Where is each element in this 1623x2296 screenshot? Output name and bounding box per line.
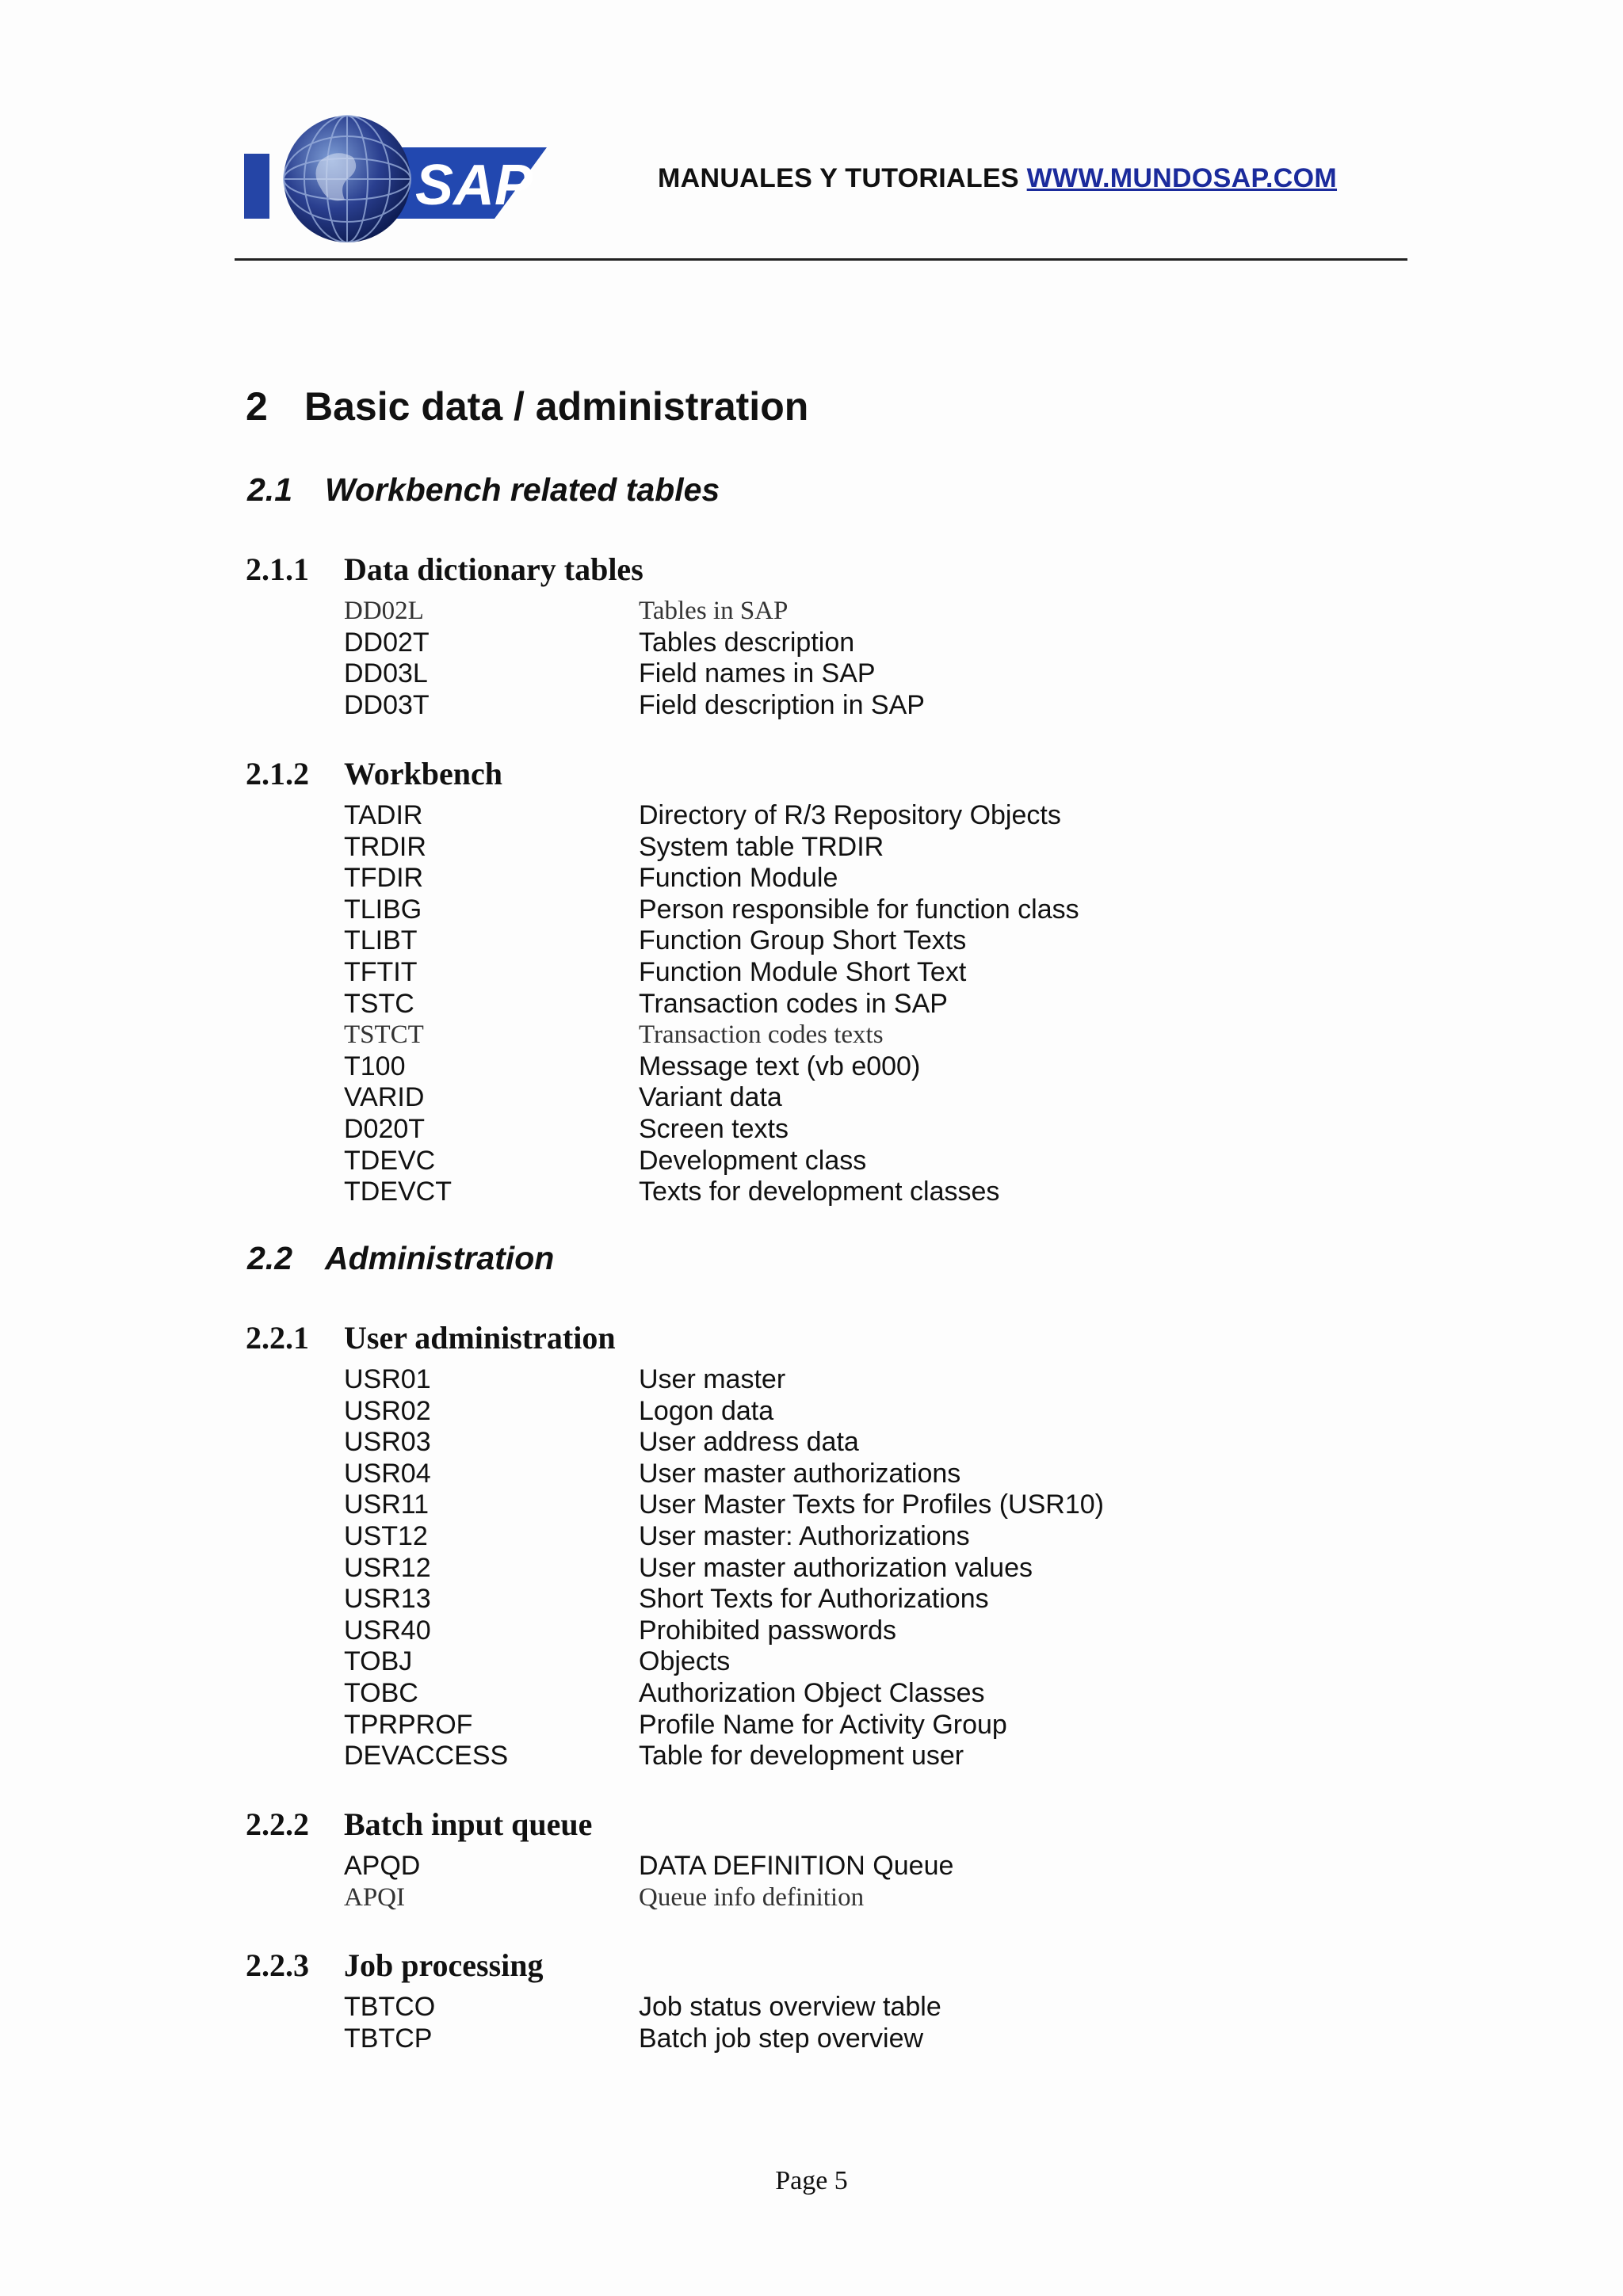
table-code: USR12 <box>344 1552 431 1583</box>
table-description: Job status overview table <box>639 1992 941 2022</box>
table-code: USR13 <box>344 1584 431 1615</box>
table-code: TPRPROF <box>344 1709 473 1740</box>
table-description: Prohibited passwords <box>639 1615 897 1646</box>
table-description: Queue info definition <box>639 1882 865 1912</box>
table-code: VARID <box>344 1082 425 1113</box>
table-description: User master: Authorizations <box>639 1520 970 1551</box>
table-description: Field names in SAP <box>639 658 876 689</box>
table-code: TFDIR <box>344 863 424 894</box>
table-code: DD03T <box>344 689 430 720</box>
subsection-title: Workbench <box>344 756 503 791</box>
section-heading <box>247 471 720 509</box>
subsection-heading <box>246 1319 616 1356</box>
table-code: TBTCO <box>344 1992 436 2022</box>
table-description: Table for development user <box>639 1741 964 1772</box>
table-description: User address data <box>639 1427 859 1458</box>
table-code: TOBJ <box>344 1646 413 1677</box>
subsection-heading <box>246 1806 592 1843</box>
table-code: TLIBT <box>344 925 418 956</box>
table-description: Logon data <box>639 1395 774 1426</box>
table-code: USR11 <box>344 1489 430 1520</box>
table-description: Tables in SAP <box>639 597 789 625</box>
table-code: DD03L <box>344 658 428 689</box>
subsection-number: 2.2.1 <box>246 1320 309 1356</box>
table-description: Directory of R/3 Repository Objects <box>639 800 1061 830</box>
section-heading <box>247 1240 554 1277</box>
table-description: User master authorizations <box>639 1458 961 1489</box>
table-code: TDEVC <box>344 1145 436 1176</box>
table-code: USR01 <box>344 1364 431 1394</box>
table-code: T100 <box>344 1051 406 1081</box>
table-description: DATA DEFINITION Queue <box>639 1851 954 1881</box>
table-code: APQI <box>344 1882 406 1912</box>
header-title-prefix: MANUALES Y TUTORIALES <box>658 163 1019 193</box>
table-code: USR40 <box>344 1615 431 1646</box>
table-description: Function Module Short Text <box>639 956 967 987</box>
table-code: APQD <box>344 1851 421 1881</box>
table-description: Screen texts <box>639 1113 789 1144</box>
table-description: Batch job step overview <box>639 2023 924 2054</box>
table-description: Person responsible for function class <box>639 894 1079 925</box>
table-code: UST12 <box>344 1520 428 1551</box>
table-description: Transaction codes texts <box>639 1020 884 1050</box>
section-number: 2.2 <box>247 1240 292 1276</box>
header-title <box>658 163 1337 194</box>
table-code: D020T <box>344 1113 426 1144</box>
section-title: Workbench related tables <box>325 471 720 508</box>
sap-globe-logo <box>244 106 547 242</box>
subsection-heading <box>246 1947 544 1984</box>
subsection-number: 2.2.2 <box>246 1806 309 1842</box>
table-code: TSTCT <box>344 1020 424 1050</box>
table-description: Field description in SAP <box>639 689 925 720</box>
subsection-number: 2.1.1 <box>246 551 309 587</box>
table-description: Variant data <box>639 1082 782 1113</box>
subsection-title: User administration <box>344 1320 616 1356</box>
table-description: Development class <box>639 1145 867 1176</box>
table-code: TLIBG <box>344 894 422 925</box>
table-description: Function Group Short Texts <box>639 925 967 956</box>
chapter-number: 2 <box>246 384 268 429</box>
table-code: TBTCP <box>344 2023 433 2054</box>
subsection-heading <box>246 551 643 588</box>
table-code: TADIR <box>344 800 423 830</box>
website-link[interactable]: WWW.MUNDOSAP.COM <box>1026 163 1338 193</box>
table-code: TSTC <box>344 988 414 1019</box>
subsection-title: Job processing <box>344 1947 544 1983</box>
table-description: Objects <box>639 1646 731 1677</box>
table-code: DEVACCESS <box>344 1741 509 1772</box>
subsection-title: Data dictionary tables <box>344 551 643 587</box>
table-description: User master <box>639 1364 786 1394</box>
page-number: Page 5 <box>775 2166 848 2195</box>
table-code: USR04 <box>344 1458 431 1489</box>
table-description: Function Module <box>639 863 838 894</box>
logo-text: SAP <box>415 154 533 217</box>
table-code: TRDIR <box>344 831 426 862</box>
section-title: Administration <box>325 1240 555 1276</box>
chapter-title: Basic data / administration <box>304 384 809 429</box>
table-description: User master authorization values <box>639 1552 1033 1583</box>
table-description: Message text (vb e000) <box>639 1051 921 1081</box>
table-description: System table TRDIR <box>639 831 884 862</box>
table-description: User Master Texts for Profiles (USR10) <box>639 1489 1104 1520</box>
table-code: TDEVCT <box>344 1177 452 1207</box>
table-description: Short Texts for Authorizations <box>639 1584 989 1615</box>
table-code: DD02T <box>344 627 430 658</box>
subsection-heading <box>246 755 502 792</box>
table-code: TFTIT <box>344 956 418 987</box>
section-number: 2.1 <box>247 471 292 508</box>
table-code: DD02L <box>344 597 424 625</box>
table-description: Authorization Object Classes <box>639 1677 985 1708</box>
chapter-heading <box>246 383 808 429</box>
subsection-number: 2.2.3 <box>246 1947 309 1983</box>
page-header <box>235 95 1407 261</box>
table-description: Tables description <box>639 627 855 658</box>
table-code: TOBC <box>344 1677 418 1708</box>
subsection-number: 2.1.2 <box>246 756 309 791</box>
table-description: Transaction codes in SAP <box>639 988 948 1019</box>
table-code: USR03 <box>344 1427 431 1458</box>
table-description: Profile Name for Activity Group <box>639 1709 1007 1740</box>
subsection-title: Batch input queue <box>344 1806 593 1842</box>
table-code: USR02 <box>344 1395 431 1426</box>
table-description: Texts for development classes <box>639 1177 1000 1207</box>
